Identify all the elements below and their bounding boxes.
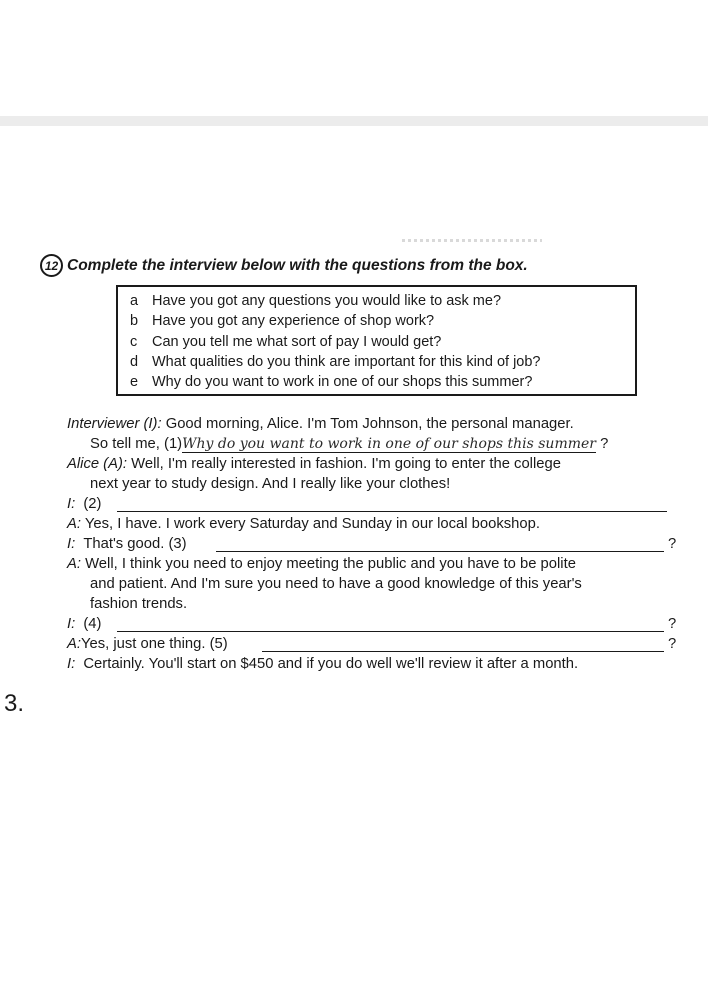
dialogue-line [67, 515, 540, 534]
dialogue-line [67, 535, 187, 554]
exercise-number: 12 [40, 254, 63, 277]
speaker-label: I: [67, 536, 76, 552]
answer-blank-2[interactable] [117, 511, 667, 512]
question-letter: d [130, 353, 139, 370]
scan-smudge [402, 239, 542, 242]
dialogue-text: So tell me, (1) [90, 436, 183, 452]
dialogue-text: Yes, I have. I work every Saturday and Sunday in our local bookshop. [84, 516, 540, 532]
dialogue-text: Yes, just one thing. (5) [80, 636, 228, 652]
dialogue-line [67, 615, 101, 634]
question-text: Can you tell me what sort of pay I would get? [152, 333, 442, 350]
dialogue-text: Well, I'm really interested in fashion. I'm going to enter the college [131, 456, 561, 472]
dialogue-text: next year to study design. And I really like your clothes! [90, 476, 451, 492]
question-text: What qualities do you think are important for this kind of job? [152, 353, 541, 370]
exercise-heading [40, 254, 528, 277]
speaker-label: Alice (A): [67, 456, 128, 472]
dialogue-line [90, 595, 187, 614]
dialogue-text: That's good. (3) [83, 536, 187, 552]
question-text: Have you got any questions you would like to ask me? [152, 293, 502, 309]
handwritten-answer: Why do you want to work in one of our shops this summer [182, 436, 596, 452]
answer-blank-4[interactable] [117, 631, 664, 632]
question-item [130, 352, 635, 372]
dialogue-text: (4) [83, 616, 102, 632]
dialogue-line [90, 475, 450, 494]
speaker-label: I: [67, 496, 76, 512]
question-text: Why do you want to work in one of our shops this summer? [152, 374, 533, 391]
answer-blank-3[interactable] [216, 551, 664, 552]
question-letter: a [130, 293, 139, 309]
side-number: 3. [4, 690, 25, 717]
speaker-label: A: [67, 636, 81, 652]
dialogue-text: Certainly. You'll start on $450 and if you do well we'll review it after a month. [83, 656, 579, 672]
dialogue-text: Good morning, Alice. I'm Tom Johnson, the personal manager. [165, 416, 574, 432]
question-mark: ? [668, 536, 677, 552]
question-text: Have you got any experience of shop work? [152, 313, 435, 330]
dialogue-line [90, 575, 582, 594]
speaker-label: I: [67, 656, 76, 672]
dialogue-line [67, 635, 228, 654]
dialogue-line [90, 435, 608, 454]
question-letter: e [130, 374, 139, 391]
questions-box [116, 285, 637, 396]
answer-blank-5[interactable] [262, 651, 664, 652]
question-item [130, 332, 635, 352]
question-mark: ? [600, 436, 609, 452]
speaker-label: I: [67, 616, 76, 632]
speaker-label: A: [67, 556, 81, 572]
top-gray-band [0, 116, 708, 126]
dialogue-text: and patient. And I'm sure you need to have a good knowledge of this year's [90, 576, 582, 592]
speaker-label: Interviewer (I): [67, 416, 162, 432]
dialogue-line [67, 495, 101, 514]
dialogue-line [67, 555, 576, 574]
exercise-instruction: Complete the interview below with the questions from the box. [67, 256, 528, 274]
dialogue-line [67, 415, 574, 434]
question-item [130, 311, 635, 331]
dialogue-line [67, 455, 561, 474]
dialogue-text: Well, I think you need to enjoy meeting the public and you have to be polite [85, 556, 576, 572]
dialogue-line [67, 655, 578, 674]
question-mark: ? [668, 636, 677, 652]
question-letter: c [130, 333, 138, 350]
dialogue-text: fashion trends. [90, 596, 188, 612]
question-item [130, 372, 635, 392]
question-item [130, 291, 635, 311]
speaker-label: A: [67, 516, 81, 532]
dialogue-text: (2) [83, 496, 102, 512]
question-letter: b [130, 313, 139, 330]
question-mark: ? [668, 616, 677, 632]
